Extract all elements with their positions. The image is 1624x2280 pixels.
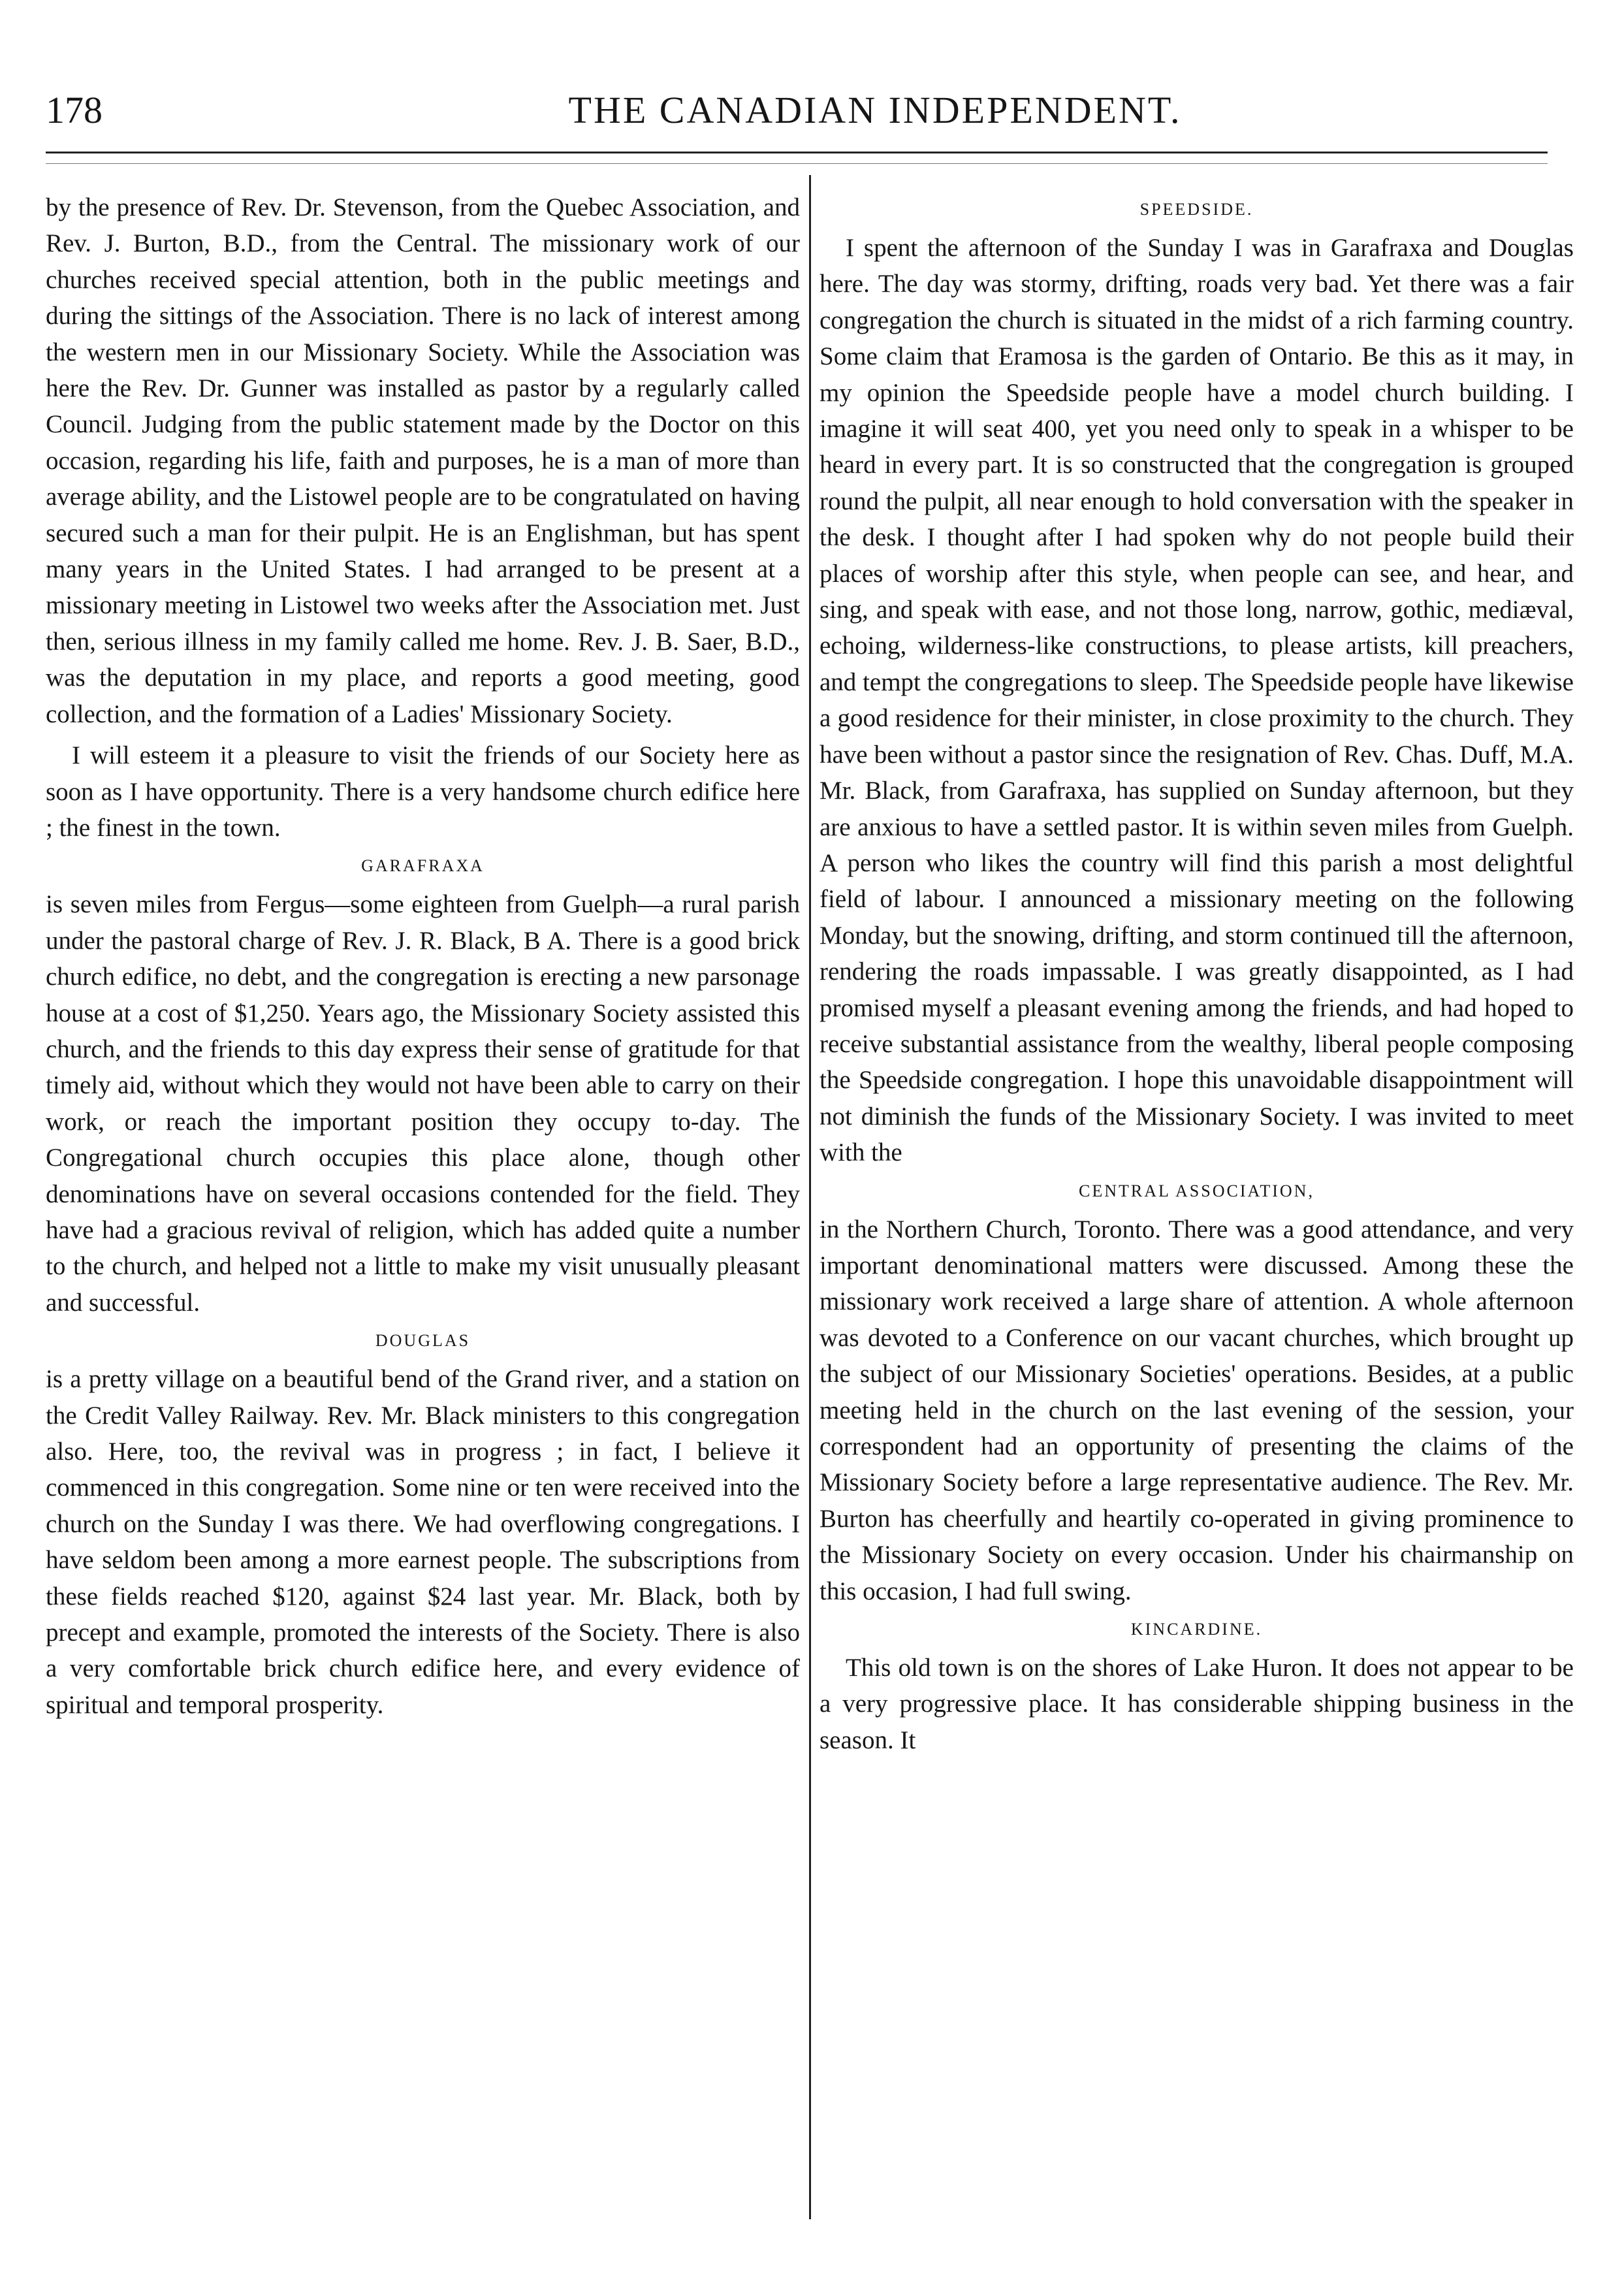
column-right <box>820 189 1574 1758</box>
running-head-title: THE CANADIAN INDEPENDENT. <box>568 89 1182 131</box>
paragraph: I spent the afternoon of the Sunday I was in Garafraxa and Douglas here. The day was stormy, drifting, roads very bad. Yet there was a fair congregation the church is situated in the midst of a rich farming country. Some claim that Eramosa is the garden of Ontario. Be this as it may, in my opinion the Speedside people have a model church building. I imagine it will seat 400, yet you need only to speak in a whisper to be heard in every part. It is so constructed that the congregation is grouped round the pulpit, all near enough to hold conversation with the speaker in the desk. I thought after I had spoken why do not people build their places of worship after this style, when people can see, and hear, and sing, and speak with ease, and not those long, narrow, gothic, mediæval, echoing, wilderness-like constructions, to please artists, kill preachers, and tempt the congregations to sleep. The Speedside people have likewise a good residence for their minister, in close proximity to the church. They have been without a pastor since the resignation of Rev. Chas. Duff, M.A. Mr. Black, from Garafraxa, has supplied on Sunday afternoon, but they are anxious to have a settled pastor. It is within seven miles from Guelph. A person who likes the country will find this parish a most delightful field of labour. I announced a missionary meeting on the following Monday, but the snowing, drifting, and storm continued till the afternoon, rendering the roads impassable. I was greatly disappointed, as I had promised myself a pleasant evening among the friends, and had hoped to receive substantial assistance from the wealthy, liberal people composing the Speedside congregation. I hope this unavoidable disappointment will not diminish the funds of the Missionary Society. I was invited to meet with the <box>820 234 1574 1167</box>
paragraph: is seven miles from Fergus—some eighteen from Guelph—a rural parish under the pastoral charge of Rev. J. R. Black, B A. There is a good brick church edifice, no debt, and the congregation is erecting a new parsonage house at a cost of $1,250. Years ago, the Missionary Society assisted this church, and the friends to this day express their sense of gratitude for that timely aid, without which they would not have been able to carry on their work, or reach the important position they occupy to-day. The Congregational church occupies this place alone, though other denominations have on several occasions contended for the field. They have had a gracious revival of religion, which has added quite a number to the church, and helped not a little to make my visit unusually pleasant and successful. <box>46 890 800 1317</box>
column-divider <box>809 175 811 2219</box>
page-number: 178 <box>46 89 103 131</box>
paragraph: is a pretty village on a beautiful bend of the Grand river, and a station on the Credit Valley Railway. Rev. Mr. Black ministers to this congregation also. Here, too, the revival was in progress ; in fact, I believe it commenced in this congregation. Some nine or ten were received into the church on the Sunday I was there. We had overflowing congregations. I have seldom been among a more earnest people. The subscriptions from these fields reached $120, against $24 last year. Mr. Black, both by precept and example, promoted the interests of the Society. There is also a very comfortable brick church edifice here, and every evidence of spiritual and temporal prosperity. <box>46 1365 800 1719</box>
section-heading-douglas: DOUGLAS <box>375 1331 471 1351</box>
paragraph: in the Northern Church, Toronto. There was a good attendance, and very important denominational matters were discussed. Among these the missionary work received a large share of attention. A whole afternoon was devoted to a Conference on our vacant churches, which brought up the subject of our Missionary Societies' operations. Besides, at a public meeting held in the church on the last evening of the session, your correspondent had an opportunity of presenting the claims of the Missionary Society before a large representative audience. The Rev. Mr. Burton has cheerfully and heartily co-operated in giving prominence to the Missionary Society on every occasion. Under his chairmanship on this occasion, I had full swing. <box>820 1215 1574 1605</box>
paragraph: I will esteem it a pleasure to visit the friends of our Society here as soon as I have opportunity. There is a very handsome church edifice here ; the finest in the town. <box>46 741 800 842</box>
section-heading-speedside: SPEEDSIDE. <box>1139 200 1254 219</box>
section-heading-kincardine: KINCARDINE. <box>1130 1620 1263 1639</box>
header-rule-thin <box>46 163 1548 164</box>
paragraph: This old town is on the shores of Lake Huron. It does not appear to be a very progressive place. It has considerable shipping business in the season. It <box>820 1654 1574 1754</box>
section-heading-central-association: CENTRAL ASSOCIATION, <box>1079 1181 1314 1200</box>
column-left <box>46 189 800 1723</box>
paragraph: by the presence of Rev. Dr. Stevenson, from the Quebec Association, and Rev. J. Burton, B.D., from the Central. The missionary work of our churches received special attention, both in the public meetings and during the sittings of the Association. There is no lack of interest among the western men in our Missionary Society. While the Association was here the Rev. Dr. Gunner was installed as pastor by a regularly called Council. Judging from the public statement made by the Doctor on this occasion, regarding his life, faith and purposes, he is a man of more than average ability, and the Listowel people are to be congratulated on having secured such a man for their pulpit. He is an Englishman, but has spent many years in the United States. I had arranged to be present at a missionary meeting in Listowel two weeks after the Association met. Just then, serious illness in my family called me home. Rev. J. B. Saer, B.D., was the deputation in my place, and reports a good meeting, good collection, and the formation of a Ladies' Missionary Society. <box>46 193 800 728</box>
header-rule <box>46 152 1548 153</box>
section-heading-garafraxa: GARAFRAXA <box>361 856 485 876</box>
